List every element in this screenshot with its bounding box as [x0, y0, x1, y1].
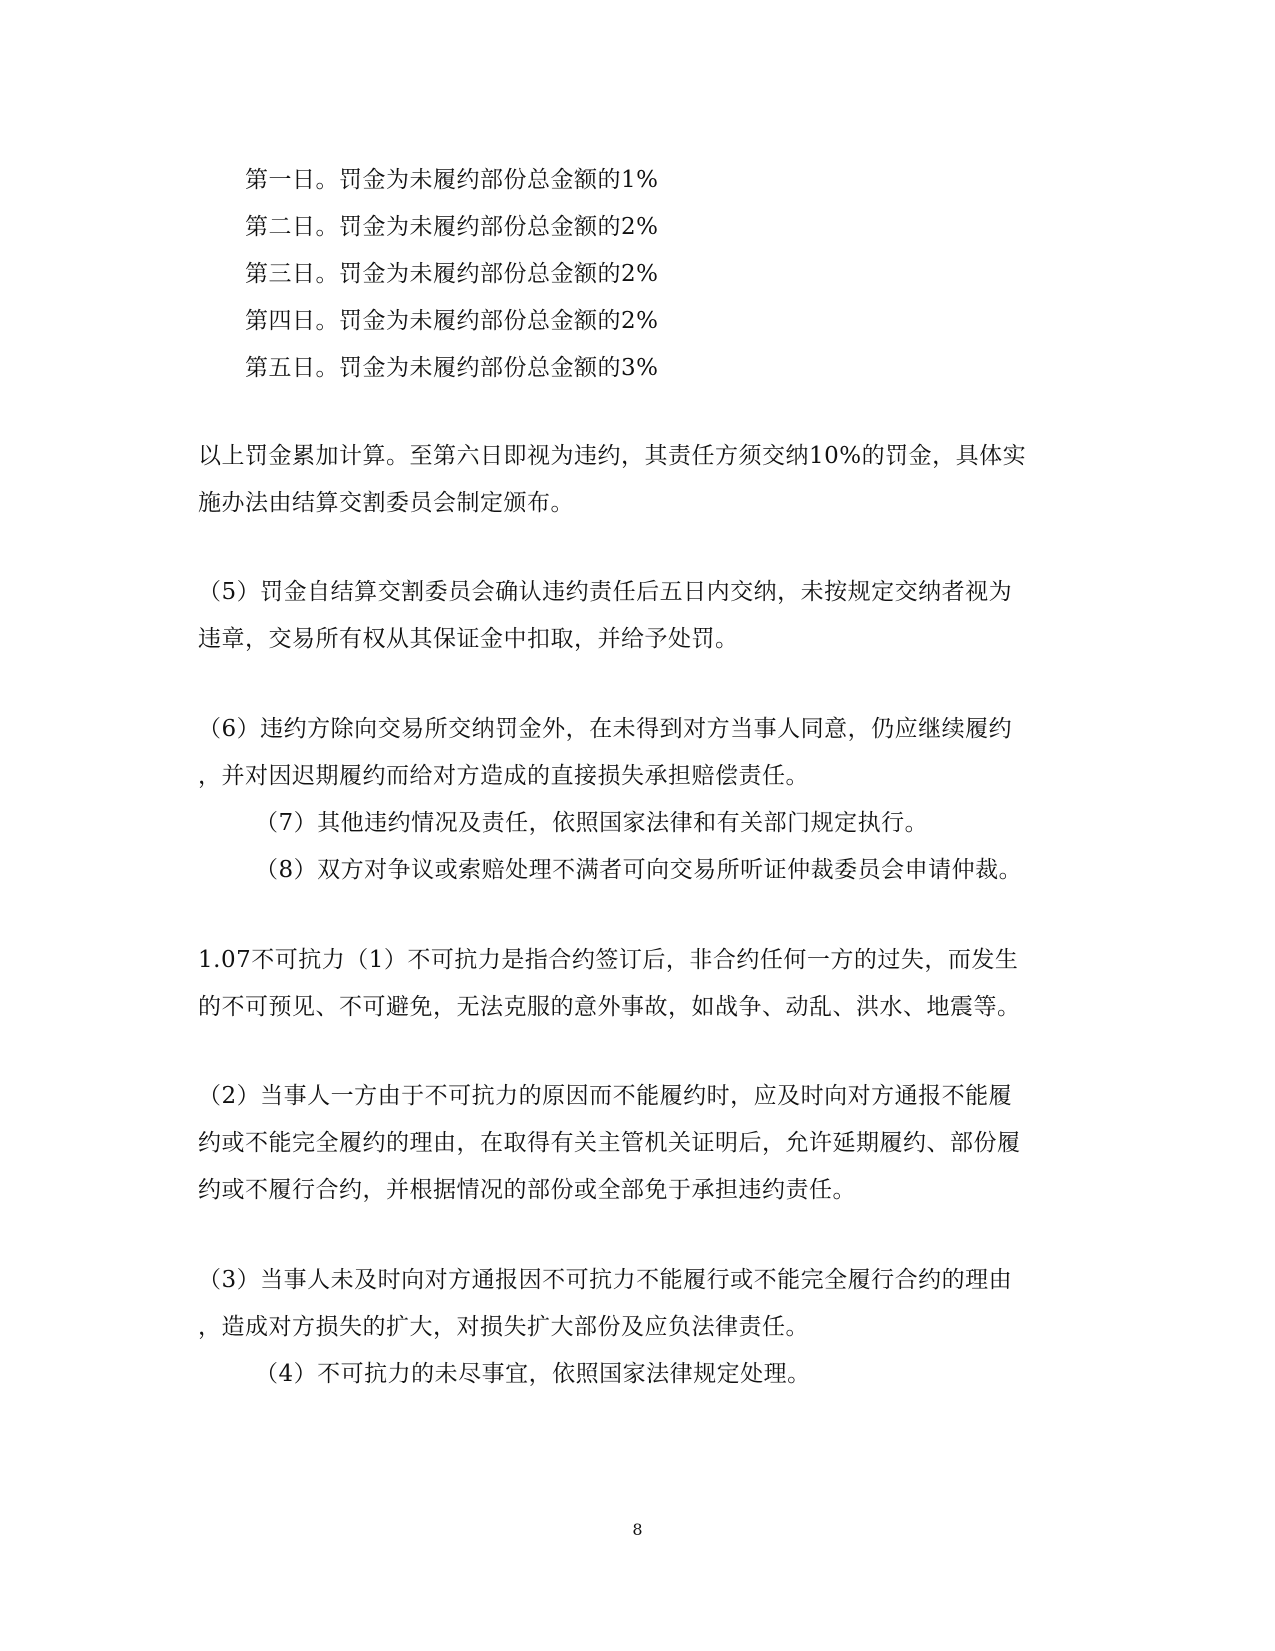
text-line: 的不可预见、不可避免，无法克服的意外事故，如战争、动乱、洪水、地震等。: [198, 994, 1021, 1020]
text-line: 第五日。罚金为未履约部份总金额的3%: [245, 355, 659, 381]
text-line: （6）违约方除向交易所交纳罚金外，在未得到对方当事人同意，仍应继续履约: [198, 716, 1013, 742]
text-line: 第二日。罚金为未履约部份总金额的2%: [245, 214, 659, 240]
text-line: 第三日。罚金为未履约部份总金额的2%: [245, 261, 659, 287]
page-number: 8: [632, 1520, 643, 1539]
text-line: 第四日。罚金为未履约部份总金额的2%: [245, 308, 659, 334]
text-line: （3）当事人未及时向对方通报因不可抗力不能履行或不能完全履行合约的理由: [198, 1267, 1013, 1293]
text-line: 施办法由结算交割委员会制定颁布。: [198, 490, 574, 516]
text-line: （5）罚金自结算交割委员会确认违约责任后五日内交纳，未按规定交纳者视为: [198, 579, 1013, 605]
text-line: （4）不可抗力的未尽事宜，依照国家法律规定处理。: [255, 1361, 811, 1387]
text-line: 违章，交易所有权从其保证金中扣取，并给予处罚。: [198, 626, 739, 652]
text-line: ，并对因迟期履约而给对方造成的直接损失承担赔偿责任。: [198, 763, 809, 789]
text-line: 第一日。罚金为未履约部份总金额的1%: [245, 167, 659, 193]
text-line: （7）其他违约情况及责任，依照国家法律和有关部门规定执行。: [255, 810, 929, 836]
text-line: 1.07不可抗力（1）不可抗力是指合约签订后，非合约任何一方的过失，而发生: [198, 947, 1019, 973]
text-line: 以上罚金累加计算。至第六日即视为违约，其责任方须交纳10%的罚金，具体实: [198, 443, 1027, 469]
text-line: 约或不能完全履约的理由，在取得有关主管机关证明后，允许延期履约、部份履: [198, 1130, 1021, 1156]
text-line: 约或不履行合约，并根据情况的部份或全部免于承担违约责任。: [198, 1177, 856, 1203]
text-line: ，造成对方损失的扩大，对损失扩大部份及应负法律责任。: [198, 1314, 809, 1340]
text-line: （2）当事人一方由于不可抗力的原因而不能履约时，应及时向对方通报不能履: [198, 1083, 1013, 1109]
text-line: （8）双方对争议或索赔处理不满者可向交易所听证仲裁委员会申请仲裁。: [255, 857, 1023, 883]
